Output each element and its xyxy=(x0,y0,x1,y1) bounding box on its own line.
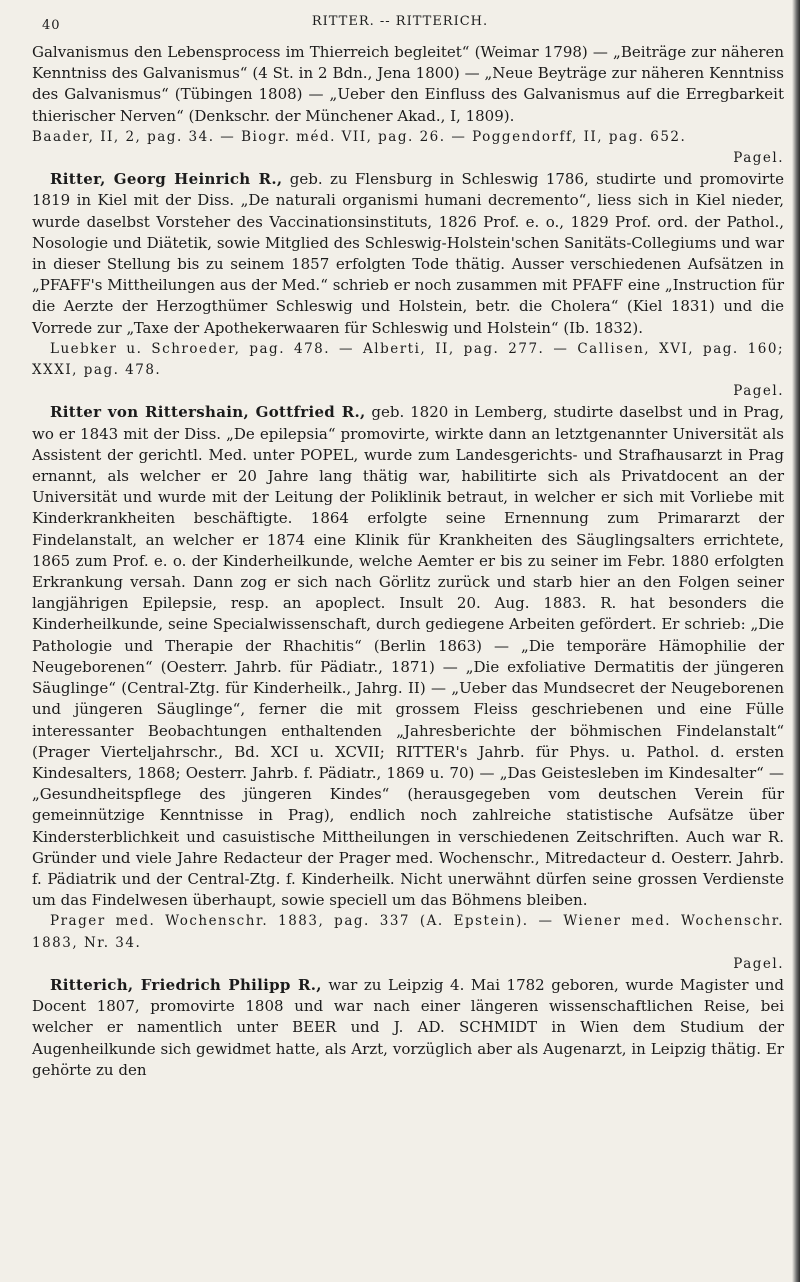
page-body xyxy=(32,42,784,1081)
sources-line xyxy=(32,127,784,148)
author-signature: Pagel. xyxy=(733,383,784,400)
entry-text: war zu Leipzig 4. Mai 1782 geboren, wurde Magister und Docent 1807, promovirte 1808 und war nach einer längeren wissenschaftlichen Reise, bei welcher er namentlich unter BEER und J. AD. SCHMIDT in Wien dem Studium der Augenheilkunde sich gewidmet hatte, als Arzt, vorzüglich aber als Augenarzt, in Leipzig thätig. Er gehörte zu den xyxy=(32,975,784,1079)
entry-text: geb. 1820 in Lemberg, studirte daselbst und in Prag, wo er 1843 mit der Diss. „De epilepsia“ promovirte, wirkte dann an letztgenannter Universität als Assistent der gerichtl. Med. unter POPEL, wurde zum Landesgerichts- und Strafhausarzt in Prag ernannt, als welcher er 20 Jahre lang thätig war, habilitirte sich als Privatdocent an der Universität und wurde mit der Leitung der Poliklinik betraut, in welcher er sich mit Vorliebe mit Kinderkrankheiten beschäftigte. 1864 erfolgte seine Ernennung zum Primararzt der Findelanstalt, an welcher er 1874 eine Klinik für Krankheiten des Säuglingsalters errichtete, 1865 zum Prof. e. o. der Kinderheilkunde, welche Aemter er bis zu seiner im Febr. 1880 erfolgten Erkrankung versah. Dann zog er sich nach Görlitz zurück und starb hier an den Folgen seiner langjährigen Epilepsie, resp. an apoplect. Insult 20. Aug. 1883. R. hat besonders die Kinderheilkunde, seine Specialwissenschaft, durch gediegene Arbeiten gefördert. Er schrieb: „Die Pathologie und Therapie der Rhachitis“ (Berlin 1863) — „Die temporäre Hämophilie der Neugeborenen“ (Oesterr. Jahrb. für Pädiatr., 1871) — „Die exfoliative Dermatitis der jüngeren Säuglinge“ (Central-Ztg. für Kinderheilk., Jahrg. II) — „Ueber das Mundsecret der Neugeborenen und jüngeren Säuglinge“, ferner die mit grossem Fleiss geschriebenen und eine Fülle interessanter Beobachtungen enthaltenden „Jahresberichte der böhmischen Findelanstalt“ (Prager Vierteljahrschr., Bd. XCI u. XCVII; RITTER's Jahrb. für Phys. u. Pathol. d. ersten Kindesalters, 1868; Oesterr. Jahrb. f. Pädiatr., 1869 u. 70) — „Das Geistesleben im Kindesalter“ — „Gesundheitspflege des jüngeren Kindes“ (herausgegeben vom deutschen Verein für gemeinnützige Kenntnisse in Prag), endlich noch zahlreiche statistische Aufsätze über Kindersterblichkeit und casuistische Mittheilungen in verschiedenen Zeitschriften. Auch war R. Gründer und viele Jahre Redacteur der Prager med. Wochenschr., Mitredacteur d. Oesterr. Jahrb. f. Pädiatrik und der Central-Ztg. f. Kinderheilk. Nicht unerwähnt dürfen seine grossen Verdienste um das Findelwesen überhaupt, sowie speciell um das Böhmens bleiben. xyxy=(32,403,784,910)
signature-line xyxy=(32,954,784,975)
entry-name: Ritter, Georg Heinrich R., xyxy=(50,170,283,189)
page-edge-shadow xyxy=(792,0,800,1282)
signature-line xyxy=(32,148,784,169)
entry-ritter-von-rittershain xyxy=(32,402,784,974)
entry-paragraph xyxy=(32,169,784,339)
page-header xyxy=(30,8,770,36)
author-signature: Pagel. xyxy=(733,955,784,972)
sources: Baader, II, 2, pag. 34. — Biogr. méd. VII, pag. 26. — Poggendorff, II, pag. 652. xyxy=(32,128,687,145)
entry-ritter-georg xyxy=(32,169,784,402)
running-title: RITTER. -- RITTERICH. xyxy=(311,14,489,29)
sources: Prager med. Wochenschr. 1883, pag. 337 (A. Epstein). — Wiener med. Wochenschr. 1883, Nr. 34. xyxy=(32,913,784,951)
page-number: 40 xyxy=(42,18,61,33)
signature-line xyxy=(32,381,784,402)
entry-name: Ritterich, Friedrich Philipp R., xyxy=(50,975,322,994)
entry-paragraph xyxy=(32,402,784,911)
entry-text: geb. zu Flensburg in Schleswig 1786, studirte und promovirte 1819 in Kiel mit der Diss. „De naturali organismi humani decremento“, liess sich in Kiel nieder, wurde daselbst Vorsteher des Vaccinationsinstituts, 1826 Prof. e. o., 1829 Prof. ord. der Pathol., Nosologie und Diätetik, sowie Mitglied des Schleswig-Holstein'schen Sanitäts-Collegiums und war in dieser Stellung bis zu seinem 1857 erfolgten Tode thätig. Ausser verschiedenen Aufsätzen in „PFAFF's Mittheilungen aus der Med.“ schrieb er noch zusammen mit PFAFF eine „Instruction für die Aerzte der Herzogthümer Schleswig und Holstein, betr. die Cholera“ (Kiel 1831) und die Vorrede zur „Taxe der Apothekerwaaren für Schleswig und Holstein“ (Ib. 1832). xyxy=(32,170,785,337)
entry-ritterich xyxy=(32,975,784,1081)
entry-text: Galvanismus den Lebensprocess im Thierreich begleitet“ (Weimar 1798) — „Beiträge zur näheren Kenntniss des Galvanismus“ (4 St. in 2 Bdn., Jena 1800) — „Neue Beyträge zur näheren Kenntniss des Galvanismus“ (Tübingen 1808) — „Ueber den Einfluss des Galvanismus auf die Erregbarkeit thierischer Nerven“ (Denkschr. der Münchener Akad., I, 1809). xyxy=(32,43,784,125)
author-signature: Pagel. xyxy=(733,150,784,167)
entry-name: Ritter von Rittershain, Gottfried R., xyxy=(50,403,366,422)
entry-paragraph xyxy=(32,975,784,1081)
entry-ritter-continued xyxy=(32,42,784,169)
sources: Luebker u. Schroeder, pag. 478. — Alberti, II, pag. 277. — Callisen, XVI, pag. 160; XXXI, pag. 478. xyxy=(32,340,784,379)
